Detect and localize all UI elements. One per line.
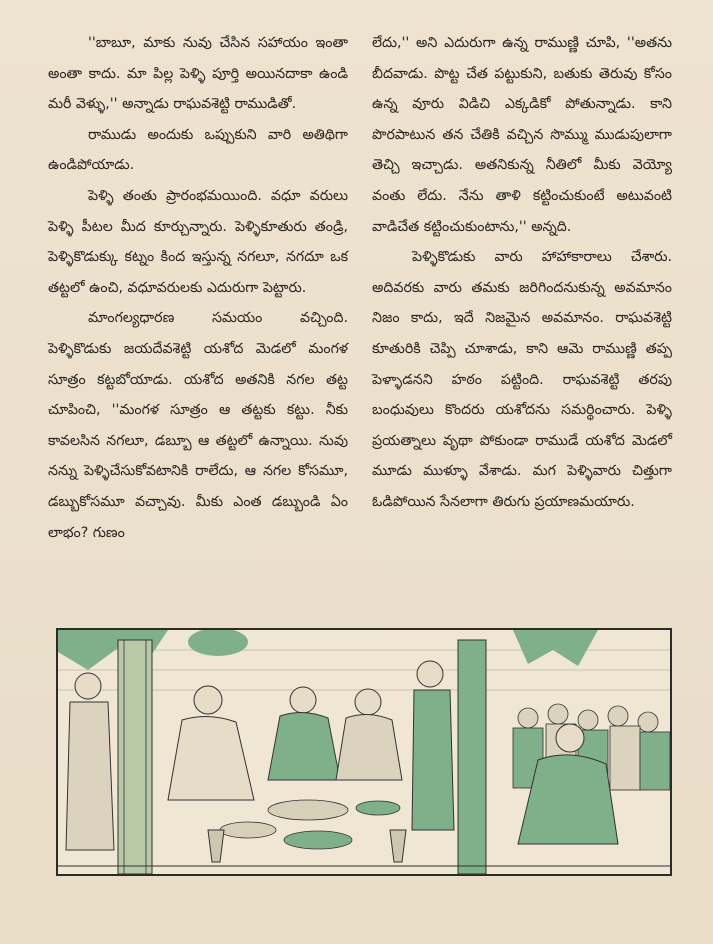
right-text-column — [372, 28, 672, 518]
paragraph: లేదు,'' అని ఎదురుగా ఉన్న రాముణ్ణి చూపి, ''అతను బీదవాడు. పొట్ట చేత పట్టుకుని, బతుకు తెరువు కోసం ఉన్న వూరు విడిచి ఎక్కడికో పోతున్నాడు. కాని పొరపాటున తన చేతికి వచ్చిన సొమ్ము ముడుపులాగా తెచ్చి ఇచ్చాడు. అతనికున్న నీతిలో మీకు వెయ్యో వంతు లేదు. నేను తాళి కట్టించుకుంటే అటువంటి వాడిచేత కట్టించుకుంటాను,'' అన్నది. — [372, 35, 672, 235]
paragraph: ''బాబూ, మాకు నువు చేసిన సహాయం ఇంతా అంతా కాదు. మా పిల్ల పెళ్ళి పూర్తి అయినదాకా ఉండి మరీ వెళ్ళు,'' అన్నాడు రాఘవశెట్టి రాముడితో. — [48, 35, 348, 113]
wedding-scene-image — [58, 630, 670, 874]
paragraph: రాముడు అందుకు ఒప్పుకుని వారి అతిథిగా ఉండిపోయాడు. — [48, 126, 348, 174]
paragraph: మాంగల్యధారణ సమయం వచ్చింది. పెళ్ళికొడుకు జయదేవశెట్టి యశోద మెడలో మంగళ సూత్రం కట్టబోయాడు. యశోద అతనికి నగల తట్ట చూపించి, ''మంగళ సూత్రం ఆ తట్టకు కట్టు. నీకు కావలసిన నగలూ, డబ్బూ ఆ తట్టలో ఉన్నాయి. నువు నన్ను పెళ్ళిచేసుకోవటానికి రాలేదు, ఆ నగల కోసమూ, డబ్బుకోసమూ వచ్చావు. మీకు ఎంత డబ్బుండి ఏం లాభం? గుణం — [48, 310, 348, 541]
wedding-illustration — [56, 628, 672, 876]
paragraph: పెళ్ళి తంతు ప్రారంభమయింది. వధూ వరులు పెళ్ళి పీటల మీద కూర్చున్నారు. పెళ్ళికూతురు తండ్రి, పెళ్ళికొడుక్కు కట్నం కింద ఇస్తున్న నగలూ, నగదూ ఒక తట్టలో ఉంచి, వధూవరులకు ఎదురుగా పెట్టారు. — [48, 187, 348, 296]
paragraph: పెళ్ళికొడుకు వారు హాహాకారాలు చేశారు. అదివరకు వారు తమకు జరిగిందనుకున్న అవమానం నిజం కాదు, ఇదే నిజమైన అవమానం. రాఘవశెట్టి కూతురికి చెప్పి చూశాడు, కాని ఆమె రాముణ్ణి తప్ప పెళ్ళాడనని హఠం పట్టింది. రాఘవశెట్టి తరపు బంధువులు కొందరు యశోదను సమర్థించారు. పెళ్ళి ప్రయత్నాలు వృథా పోకుండా రాముడే యశోద మెడలో మూడు ముళ్ళూ వేశాడు. మగ పెళ్ళివారు చిత్తుగా ఓడిపోయిన సేనలాగా తిరుగు ప్రయాణమయారు. — [372, 249, 672, 510]
left-text-column — [48, 28, 348, 548]
